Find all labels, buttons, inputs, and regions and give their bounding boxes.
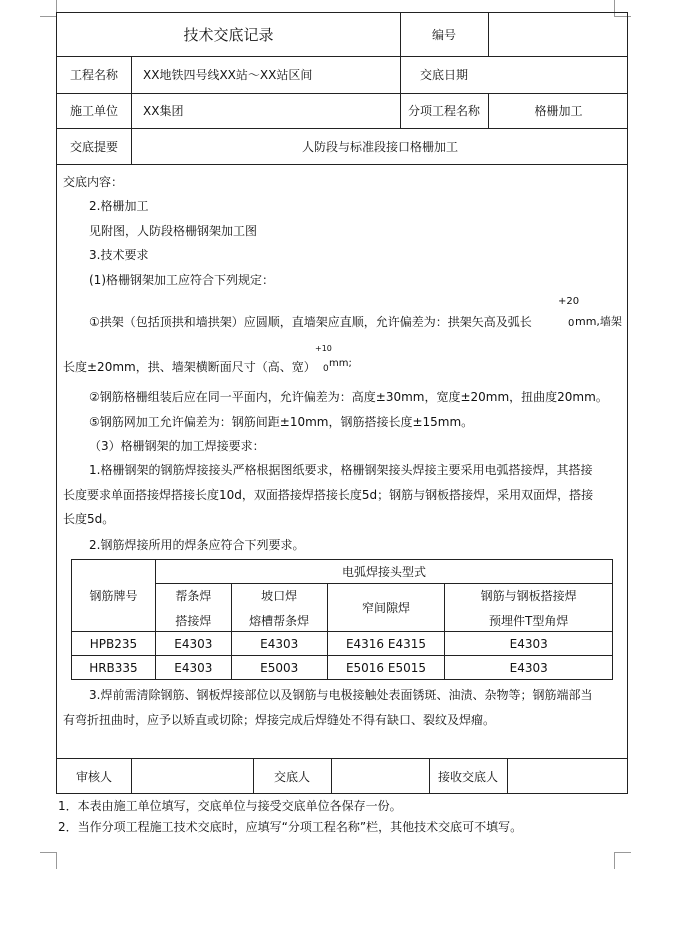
col-header-narrow-gap: 窄间隙焊 <box>327 584 445 632</box>
crop-mark-bottom-left <box>40 852 57 869</box>
col-header-plate <box>445 584 613 632</box>
form-title: 技术交底记录 <box>183 26 274 44</box>
electrode-cell: E4303 <box>155 632 231 656</box>
item-1-line-2: 长度±20mm，拱、墙架横断面尺寸（高、宽） <box>63 360 316 374</box>
sub-project-value[interactable]: 格栅加工 <box>534 104 583 118</box>
tolerance-lower-2: 0 <box>323 364 329 374</box>
note-2: 2．当作分项工程施工技术交底时，应填写“分项工程名称”栏，其他技术交底可不填写。 <box>58 820 523 834</box>
electrode-table <box>71 559 613 680</box>
weld-req-1-line-2: 长度要求单面搭接焊搭接长度10d，双面搭接焊搭接长度5d；钢筋与钢板搭接焊，采用双面焊，搭接 <box>63 488 594 502</box>
tolerance-lower: 0 <box>568 318 575 329</box>
col-header-line: 坡口焊 <box>261 588 298 603</box>
electrode-cell: E5016 E5015 <box>327 656 445 680</box>
weld-req-1-line-3: 长度5d。 <box>63 512 115 526</box>
discloser-label: 交底人 <box>273 769 310 784</box>
rule <box>57 164 627 165</box>
date-value[interactable] <box>488 56 629 93</box>
col-header-line: 搭接焊 <box>175 613 212 628</box>
reviewer-label: 审核人 <box>75 769 112 784</box>
electrode-cell: E4303 <box>155 656 231 680</box>
crop-mark-top-left <box>40 0 57 17</box>
table-row <box>72 656 613 680</box>
electrode-cell: E4303 <box>445 656 613 680</box>
discloser-signature-field[interactable] <box>331 758 429 794</box>
section-3-3: （3）格栅钢架的加工焊接要求： <box>89 439 265 453</box>
rebar-grade-header: 钢筋牌号 <box>72 560 156 632</box>
item-2: ②钢筋格栅组装后应在同一平面内，允许偏差为：高度±30mm，宽度±20mm，扭曲度20mm。 <box>89 390 608 404</box>
date-label: 交底日期 <box>419 68 468 82</box>
disclosure-record-form <box>56 12 628 794</box>
electrode-cell: E4316 E4315 <box>327 632 445 656</box>
grade-cell: HPB235 <box>72 632 156 656</box>
section-3-title: 3.技术要求 <box>89 248 149 262</box>
table-row <box>72 632 613 656</box>
unit-label: 施工单位 <box>69 104 118 118</box>
electrode-cell: E4303 <box>445 632 613 656</box>
crop-mark-bottom-right <box>614 852 631 869</box>
item-1-unit-2: mm; <box>329 358 352 369</box>
col-header-line: 帮条焊 <box>175 588 212 603</box>
arc-weld-group-header: 电弧焊接头型式 <box>155 560 612 584</box>
content-heading: 交底内容： <box>63 175 124 189</box>
col-header-groove <box>231 584 327 632</box>
note-1: 1．本表由施工单位填写，交底单位与接受交底单位各保存一份。 <box>58 799 402 813</box>
weld-req-3-line-2: 有弯折扭曲时，应予以矫直或切除；焊接完成后焊缝处不得有缺口、裂纹及焊瘤。 <box>63 713 496 727</box>
col-header-line: 钢筋与钢板搭接焊 <box>480 588 577 603</box>
item-1-line-1: ①拱架（包括顶拱和墙拱架）应圆顺，直墙架应直顺，允许偏差为：拱架矢高及弧长 <box>89 315 532 329</box>
grade-cell: HRB335 <box>72 656 156 680</box>
weld-req-3-line-1: 3.焊前需清除钢筋、钢板焊接部位以及钢筋与电极接触处表面锈斑、油渍、杂物等；钢筋端部当 <box>89 688 593 702</box>
item-1-unit: mm,墙架 <box>575 315 622 328</box>
col-header-strap-lap <box>155 584 231 632</box>
section-2-text: 见附图，人防段格栅钢架加工图 <box>89 224 258 238</box>
electrode-cell: E5003 <box>231 656 327 680</box>
section-3-1: (1)格栅钢架加工应符合下列规定： <box>89 273 274 287</box>
electrode-cell: E4303 <box>231 632 327 656</box>
project-name-value[interactable]: XX地铁四号线XX站～XX站区间 <box>143 68 313 82</box>
sub-project-label: 分项工程名称 <box>407 104 480 118</box>
receiver-signature-field[interactable] <box>507 758 629 794</box>
number-label: 编号 <box>431 28 456 42</box>
unit-value[interactable]: XX集团 <box>143 104 184 118</box>
section-2-title: 2.格栅加工 <box>89 199 149 213</box>
item-3: ⑤钢筋网加工允许偏差为：钢筋间距±10mm，钢筋搭接长度±15mm。 <box>89 415 474 429</box>
weld-req-1-line-1: 1.格栅钢架的钢筋焊接接头严格根据图纸要求，格栅钢架接头焊接主要采用电弧搭接焊，其搭接 <box>89 463 593 477</box>
summary-label: 交底提要 <box>69 139 118 154</box>
number-value[interactable] <box>488 13 629 56</box>
col-header-line: 熔槽帮条焊 <box>249 613 310 628</box>
summary-value[interactable]: 人防段与标准段接口格栅加工 <box>301 139 458 154</box>
tolerance-upper: +20 <box>558 296 580 307</box>
reviewer-signature-field[interactable] <box>131 758 253 794</box>
tolerance-upper-2: +10 <box>315 344 332 353</box>
weld-req-2: 2.钢筋焊接所用的焊条应符合下列要求。 <box>89 538 305 552</box>
col-header-line: 预埋件T型角焊 <box>489 613 569 628</box>
project-name-label: 工程名称 <box>69 68 118 82</box>
receiver-label: 接收交底人 <box>437 769 498 784</box>
